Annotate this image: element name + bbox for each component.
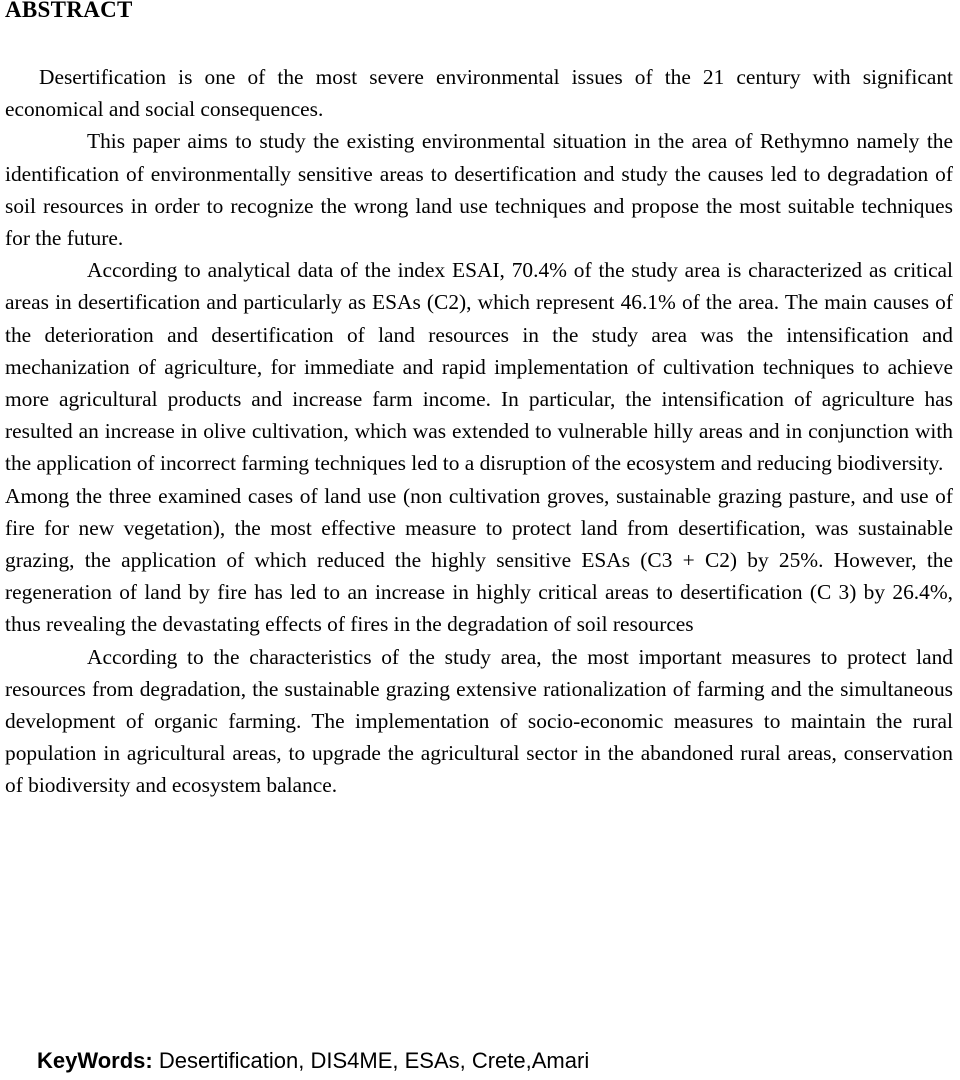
keywords-label: KeyWords: bbox=[37, 1048, 153, 1073]
abstract-heading: ABSTRACT bbox=[5, 0, 133, 22]
abstract-paragraph-4: Among the three examined cases of land use (non cultivation groves, sustainable grazing pasture, and use of fire for new vegetation), the most effective measure to protect land from desertification, was sustainable grazing, the application of which reduced the highly sensitive ESAs (C3 + C2) by 25%. However, the regeneration of land by fire has led to an increase in highly critical areas to desertification (C 3) by 26.4%, thus revealing the devastating effects of fires in the degradation of soil resources bbox=[5, 483, 953, 637]
abstract-paragraph-1: Desertification is one of the most severe environmental issues of the 21 century with significant economical and social consequences. bbox=[5, 65, 953, 122]
keywords-list: Desertification, DIS4ME, ESAs, Crete,Amari bbox=[152, 1048, 590, 1073]
abstract-paragraph-5: According to the characteristics of the study area, the most important measures to protect land resources from degradation, the sustainable grazing extensive rationalization of farming and the simultaneous development of organic farming. The implementation of socio-economic measures to maintain the rural population in agricultural areas, to upgrade the agricultural sector in the abandoned rural areas, conservation of biodiversity and ecosystem balance. bbox=[5, 644, 953, 798]
abstract-paragraph-3: According to analytical data of the index ESAI, 70.4% of the study area is characterized as critical areas in desertification and particularly as ESAs (C2), which represent 46.1% of the area. The main causes of the deterioration and desertification of land resources in the study area was the intensification and mechanization of agriculture, for immediate and rapid implementation of cultivation techniques to achieve more agricultural products and increase farm income. In particular, the intensification of agriculture has resulted an increase in olive cultivation, which was extended to vulnerable hilly areas and in conjunction with the application of incorrect farming techniques led to a disruption of the ecosystem and reducing biodiversity. bbox=[5, 258, 953, 476]
abstract-paragraph-2: This paper aims to study the existing environmental situation in the area of Rethymno namely the identification of environmentally sensitive areas to desertification and study the causes led to degradation of soil resources in order to recognize the wrong land use techniques and propose the most suitable techniques for the future. bbox=[5, 129, 953, 251]
abstract-body bbox=[5, 61, 953, 802]
keywords-line bbox=[37, 1045, 589, 1077]
